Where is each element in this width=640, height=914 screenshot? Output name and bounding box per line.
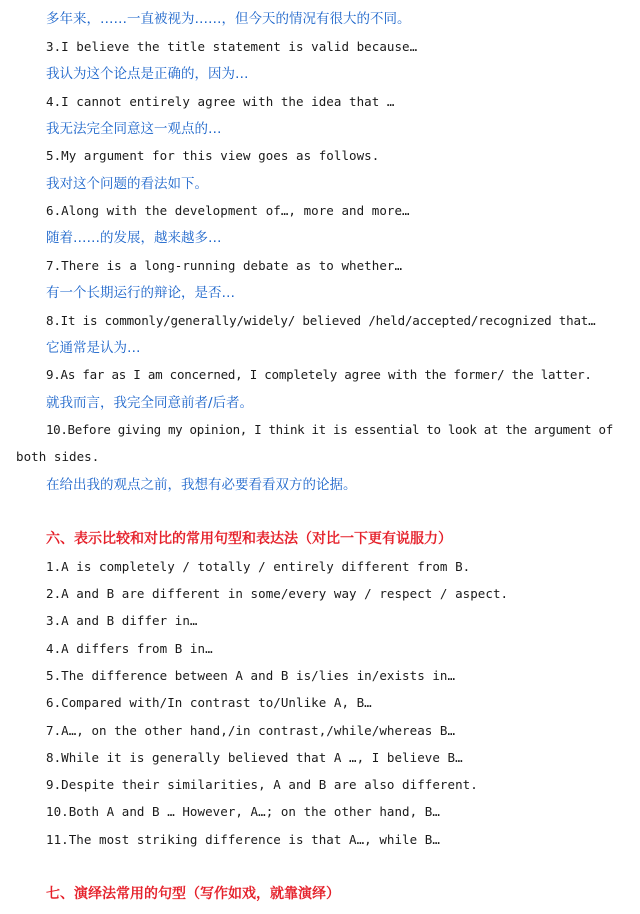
phrase-8: 8.It is commonly/generally/widely/ believed /held/accepted/recognized that… <box>46 313 596 328</box>
compare-item: 1.A is completely / totally / entirely different from B. <box>46 559 471 574</box>
compare-item: 6.Compared with/In contrast to/Unlike A, B… <box>46 695 372 710</box>
section-6-heading: 六、表示比较和对比的常用句型和表达法（对比一下更有说服力） <box>46 531 452 547</box>
translation-5: 我对这个问题的看法如下。 <box>46 176 208 192</box>
phrase-3: 3.I believe the title statement is valid because… <box>46 39 418 54</box>
compare-item: 5.The difference between A and B is/lies in/exists in… <box>46 668 456 683</box>
compare-item: 8.While it is generally believed that A …, I believe B… <box>46 750 463 765</box>
translation-10: 在给出我的观点之前，我想有必要看看双方的论据。 <box>46 477 357 493</box>
compare-item: 9.Despite their similarities, A and B are also different. <box>46 777 478 792</box>
compare-item: 4.A differs from B in… <box>46 641 213 656</box>
compare-item: 7.A…, on the other hand,/in contrast,/while/whereas B… <box>46 723 456 738</box>
translation-9: 就我而言，我完全同意前者/后者。 <box>46 395 254 411</box>
compare-item: 2.A and B are different in some/every way / respect / aspect. <box>46 586 509 601</box>
translation-3: 我认为这个论点是正确的，因为… <box>46 66 249 82</box>
section-7-heading: 七、演绎法常用的句型（写作如戏，就靠演绎） <box>46 886 340 902</box>
phrase-10: 10.Before giving my opinion, I think it is essential to look at the argument of <box>46 422 613 437</box>
phrase-9: 9.As far as I am concerned, I completely agree with the former/ the latter. <box>46 367 592 382</box>
compare-item: 3.A and B differ in… <box>46 613 198 628</box>
translation-7: 有一个长期运行的辩论，是否… <box>46 285 235 301</box>
phrase-10-continuation: both sides. <box>16 449 100 464</box>
phrase-4: 4.I cannot entirely agree with the idea that … <box>46 94 395 109</box>
phrase-6: 6.Along with the development of…, more and more… <box>46 203 410 218</box>
compare-item: 11.The most striking difference is that A…, while B… <box>46 832 440 847</box>
phrase-7: 7.There is a long-running debate as to whether… <box>46 258 403 273</box>
translation-8: 它通常是认为… <box>46 340 141 356</box>
translation-2: 多年来，……一直被视为……，但今天的情况有很大的不同。 <box>46 11 411 27</box>
translation-6: 随着……的发展，越来越多… <box>46 230 222 246</box>
translation-4: 我无法完全同意这一观点的… <box>46 121 222 137</box>
phrase-5: 5.My argument for this view goes as follows. <box>46 148 380 163</box>
compare-item: 10.Both A and B … However, A…; on the other hand, B… <box>46 804 440 819</box>
